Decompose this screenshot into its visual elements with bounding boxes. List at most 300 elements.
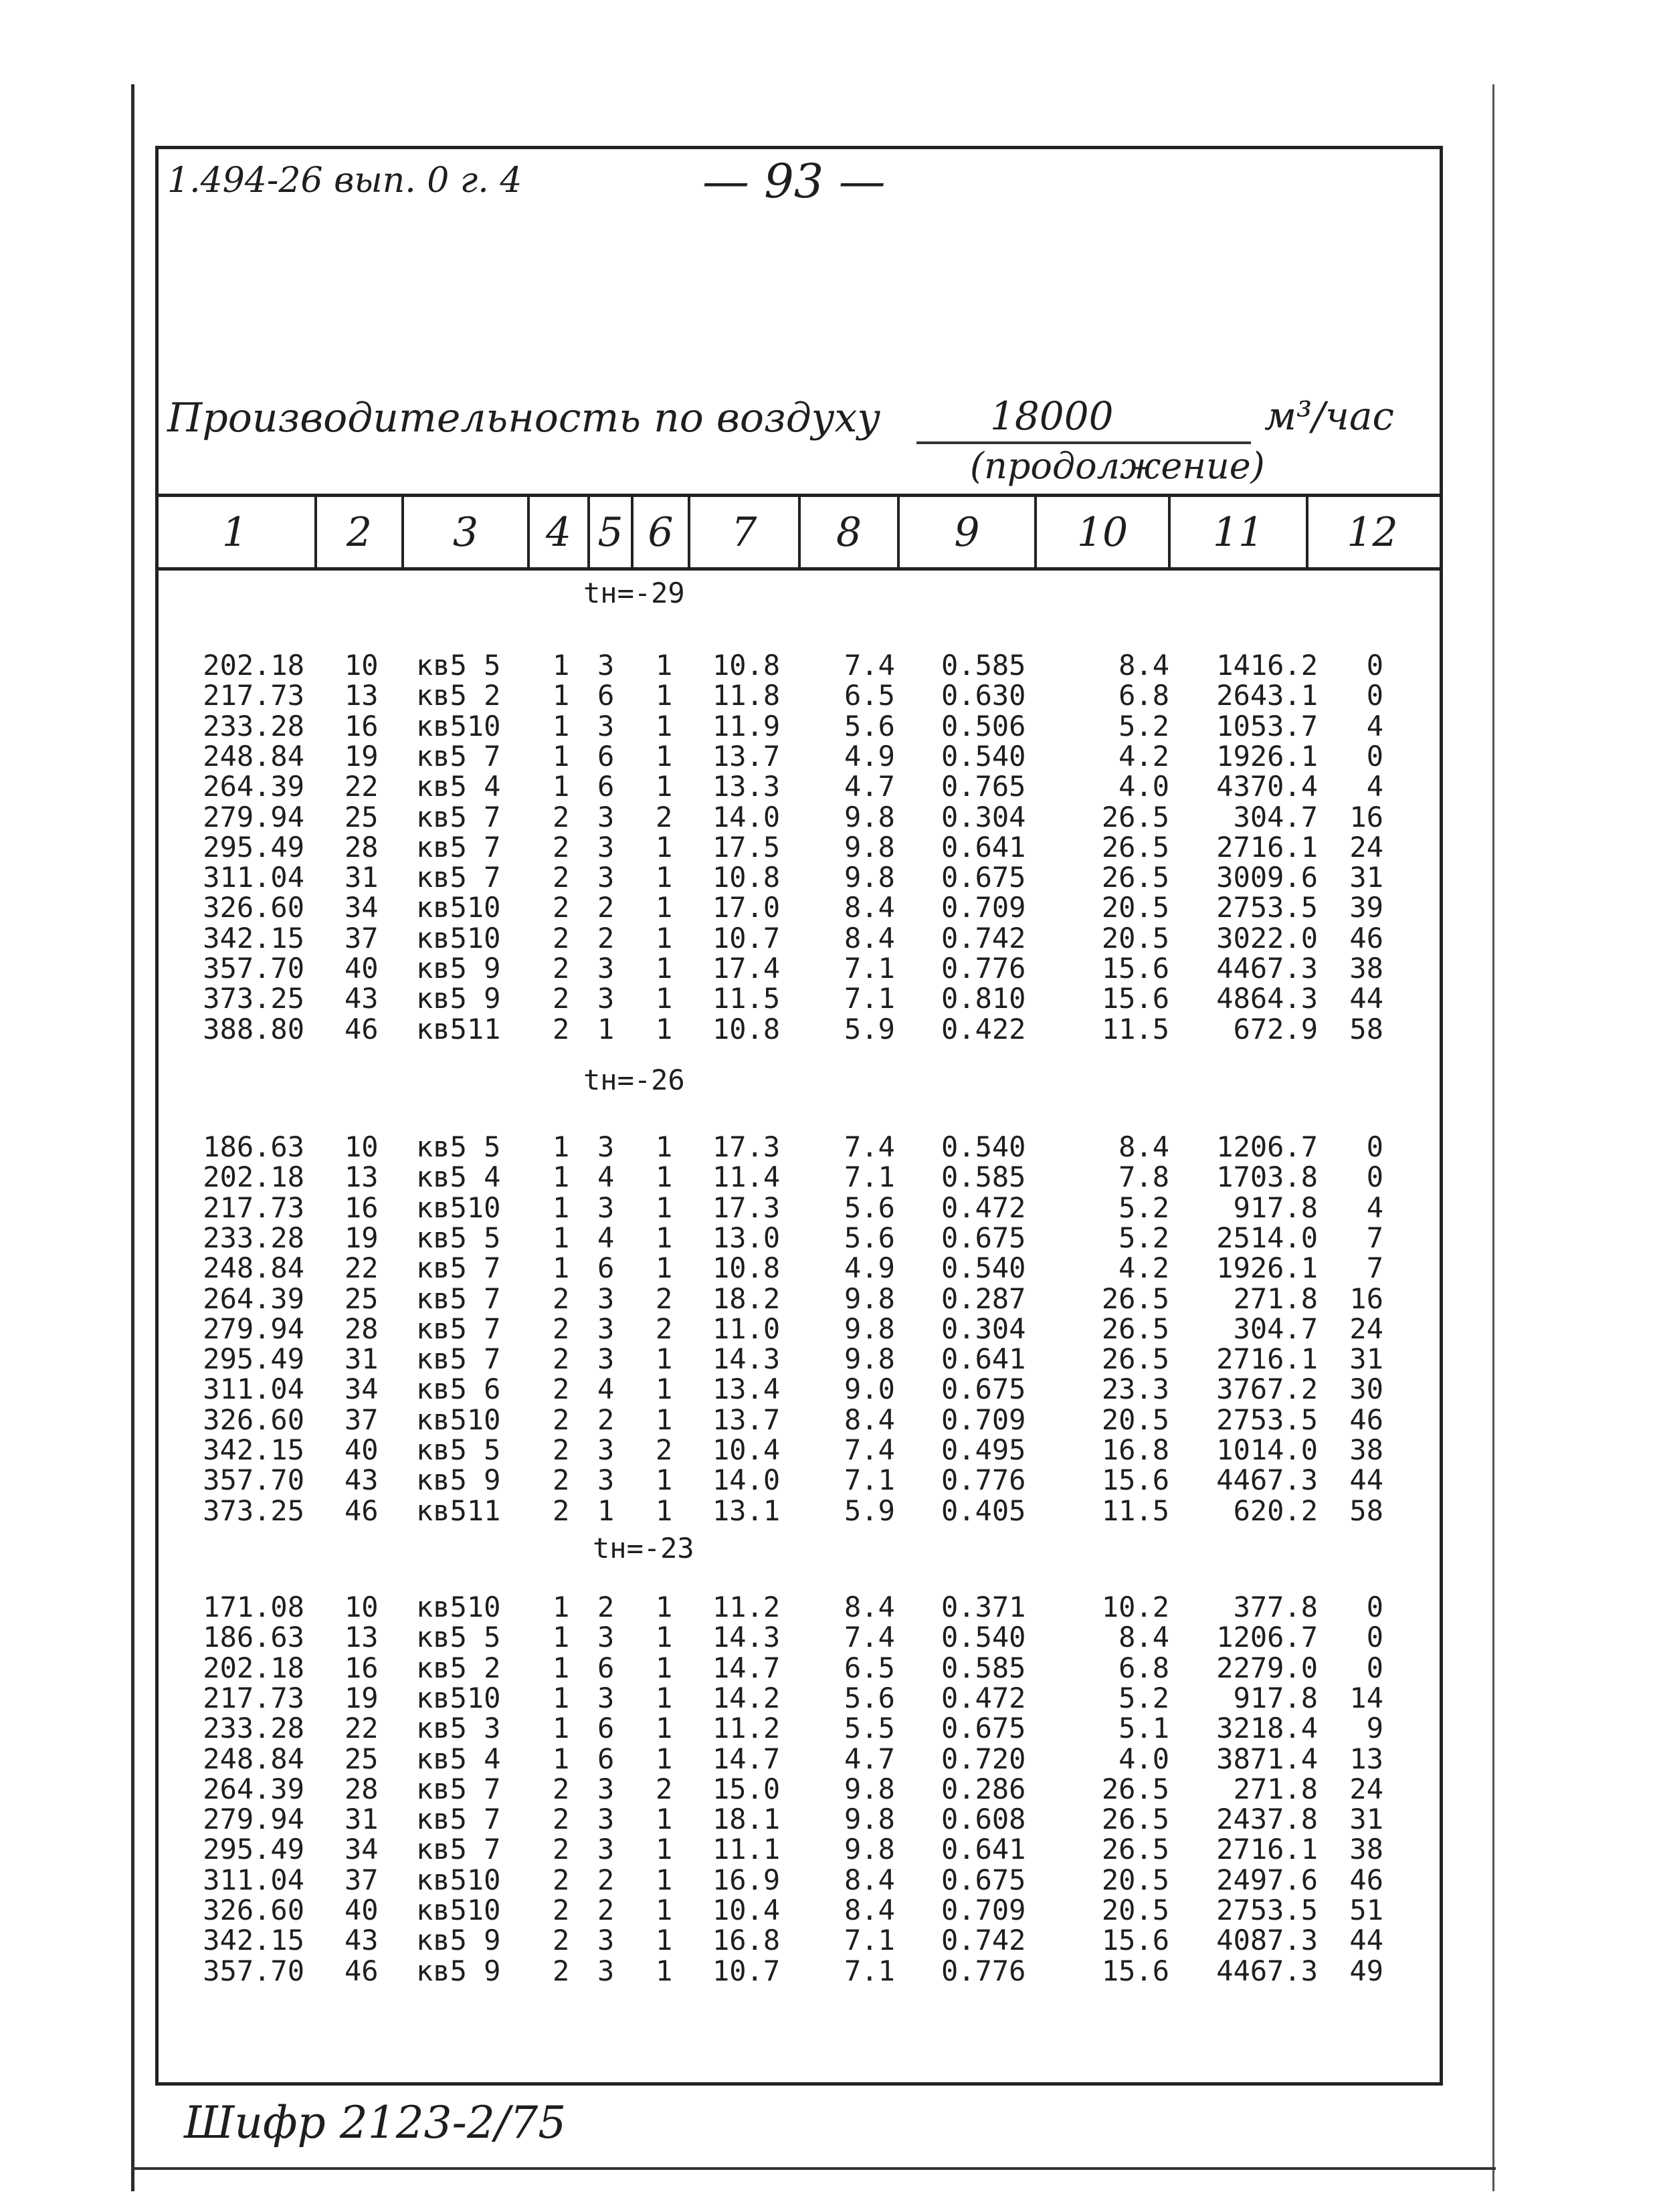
table-cell: 3	[597, 952, 615, 985]
table-cell: 9.8	[844, 1312, 895, 1345]
table-cell: 0.472	[941, 1681, 1026, 1714]
table-cell: 1	[656, 1464, 673, 1497]
table-cell: 1	[656, 1954, 673, 1987]
table-cell: кв510	[416, 1681, 501, 1714]
table-cell: 8.4	[1118, 1130, 1169, 1163]
table-cell: 11.5	[712, 982, 781, 1015]
table-cell: 28	[345, 1312, 379, 1345]
table-cell: 9.8	[844, 800, 895, 833]
table-cell: 1	[656, 649, 673, 682]
table-cell: 2	[553, 1342, 570, 1376]
table-cell: 7.1	[844, 982, 895, 1015]
table-cell: кв5 2	[416, 1651, 501, 1684]
table-cell: 1206.7	[1216, 1621, 1318, 1654]
table-cell: 20.5	[1101, 1863, 1169, 1896]
table-cell: 8.4	[844, 1863, 895, 1896]
table-cell: 11.9	[712, 709, 781, 742]
table-cell: 2	[553, 1833, 570, 1866]
column-header: 2	[314, 497, 401, 567]
table-cell: 5.6	[844, 709, 895, 742]
table-cell: 1	[656, 1130, 673, 1163]
table-cell: 5.6	[844, 1221, 895, 1254]
table-cell: 0.495	[941, 1433, 1026, 1466]
table-cell: 1	[656, 1191, 673, 1224]
table-cell: 5.2	[1118, 1221, 1169, 1254]
table-row	[0, 1591, 1659, 1623]
table-cell: 4.9	[844, 739, 895, 773]
page-number: — 93 —	[702, 154, 886, 209]
table-cell: 1	[656, 1742, 673, 1775]
table-cell: 0	[1366, 1621, 1383, 1654]
table-cell: 2279.0	[1216, 1651, 1318, 1684]
table-cell: 4467.3	[1216, 952, 1318, 985]
table-cell: 43	[345, 1464, 379, 1497]
table-cell: 10.8	[712, 1012, 781, 1045]
table-cell: кв5 5	[416, 649, 501, 682]
table-cell: 10.7	[712, 1954, 781, 1987]
table-cell: кв5 7	[416, 1282, 501, 1315]
table-cell: 40	[345, 952, 379, 985]
table-cell: 0.608	[941, 1803, 1026, 1836]
table-cell: 22	[345, 1251, 379, 1285]
table-cell: 2	[553, 1494, 570, 1527]
table-cell: 1	[656, 1833, 673, 1866]
table-row	[0, 1373, 1659, 1406]
table-cell: кв510	[416, 709, 501, 742]
table-cell: 3	[597, 1464, 615, 1497]
column-header-row	[155, 494, 1443, 571]
table-cell: 2	[553, 1924, 570, 1957]
table-cell: 1	[656, 982, 673, 1015]
table-cell: 1	[656, 1803, 673, 1836]
table-cell: 20.5	[1101, 891, 1169, 924]
table-cell: 2	[553, 1464, 570, 1497]
table-cell: 279.94	[203, 1803, 304, 1836]
table-cell: 17.4	[712, 952, 781, 985]
table-cell: 4	[597, 1373, 615, 1406]
table-cell: 1	[553, 1712, 570, 1745]
table-cell: 31	[1349, 861, 1383, 894]
table-cell: 0.540	[941, 1621, 1026, 1654]
table-cell: кв510	[416, 1894, 501, 1926]
table-cell: 44	[1349, 1924, 1383, 1957]
table-row	[0, 1494, 1659, 1527]
table-cell: 248.84	[203, 1251, 304, 1285]
table-cell: 31	[345, 1342, 379, 1376]
table-cell: 2753.5	[1216, 1894, 1318, 1926]
table-cell: 3	[597, 1312, 615, 1345]
table-cell: 1	[553, 1591, 570, 1623]
table-cell: 8.4	[844, 891, 895, 924]
table-cell: 17.3	[712, 1191, 781, 1224]
table-row	[0, 1312, 1659, 1345]
table-row	[0, 709, 1659, 742]
table-cell: 3218.4	[1216, 1712, 1318, 1745]
table-cell: кв5 9	[416, 1954, 501, 1987]
table-cell: 43	[345, 1924, 379, 1957]
table-cell: 2	[553, 1894, 570, 1926]
table-cell: кв5 7	[416, 1803, 501, 1836]
table-cell: кв511	[416, 1012, 501, 1045]
table-cell: 26.5	[1101, 1312, 1169, 1345]
table-cell: 3767.2	[1216, 1373, 1318, 1406]
column-header: 10	[1034, 497, 1168, 567]
table-cell: 1206.7	[1216, 1130, 1318, 1163]
table-cell: 186.63	[203, 1130, 304, 1163]
table-cell: 2	[553, 921, 570, 954]
table-cell: 1014.0	[1216, 1433, 1318, 1466]
table-cell: 39	[1349, 891, 1383, 924]
air-capacity-unit: м³/час	[1264, 393, 1395, 439]
table-cell: 38	[1349, 1833, 1383, 1866]
table-cell: 15.0	[712, 1772, 781, 1805]
table-row	[0, 1342, 1659, 1376]
table-cell: 37	[345, 1863, 379, 1896]
table-cell: кв510	[416, 1863, 501, 1896]
table-cell: 13.4	[712, 1373, 781, 1406]
table-cell: 46	[345, 1012, 379, 1045]
table-row	[0, 921, 1659, 954]
table-cell: 0.641	[941, 1342, 1026, 1376]
table-cell: 248.84	[203, 739, 304, 773]
column-header: 11	[1168, 497, 1306, 567]
table-cell: 7.1	[844, 1161, 895, 1194]
table-cell: 19	[345, 1221, 379, 1254]
table-cell: 2	[656, 1433, 673, 1466]
table-cell: 16	[1349, 1282, 1383, 1315]
table-cell: 4.7	[844, 1742, 895, 1775]
table-row	[0, 1130, 1659, 1163]
table-cell: 311.04	[203, 1863, 304, 1896]
table-cell: 1	[656, 1221, 673, 1254]
table-cell: 672.9	[1233, 1012, 1318, 1045]
table-cell: 26.5	[1101, 861, 1169, 894]
table-cell: 16	[1349, 800, 1383, 833]
table-cell: 6	[597, 679, 615, 712]
table-cell: 1703.8	[1216, 1161, 1318, 1194]
table-cell: 7.4	[844, 1621, 895, 1654]
table-cell: 202.18	[203, 1161, 304, 1194]
table-cell: 9.8	[844, 861, 895, 894]
table-cell: 1	[656, 1373, 673, 1406]
table-cell: 13.0	[712, 1221, 781, 1254]
table-cell: 620.2	[1233, 1494, 1318, 1527]
table-cell: 25	[345, 1742, 379, 1775]
table-cell: 9.8	[844, 1342, 895, 1376]
table-cell: 917.8	[1233, 1191, 1318, 1224]
table-cell: 4	[1366, 770, 1383, 803]
table-cell: 13	[345, 1621, 379, 1654]
table-row	[0, 800, 1659, 833]
table-cell: 6	[597, 1651, 615, 1684]
table-cell: 342.15	[203, 921, 304, 954]
table-cell: 4.2	[1118, 739, 1169, 773]
table-cell: 6	[597, 1712, 615, 1745]
table-cell: 19	[345, 1681, 379, 1714]
table-cell: 10	[345, 1130, 379, 1163]
table-cell: 14.7	[712, 1651, 781, 1684]
table-cell: 2753.5	[1216, 891, 1318, 924]
table-cell: 44	[1349, 982, 1383, 1015]
table-row	[0, 1681, 1659, 1714]
table-cell: кв5 7	[416, 1833, 501, 1866]
table-cell: 34	[345, 891, 379, 924]
table-cell: 24	[1349, 1312, 1383, 1345]
table-cell: 233.28	[203, 1712, 304, 1745]
table-row	[0, 1863, 1659, 1896]
column-header: 7	[688, 497, 798, 567]
table-cell: 28	[345, 1772, 379, 1805]
table-cell: 13	[1349, 1742, 1383, 1775]
table-cell: кв5 7	[416, 739, 501, 773]
table-row	[0, 1251, 1659, 1285]
table-cell: 34	[345, 1373, 379, 1406]
table-row	[0, 1924, 1659, 1957]
table-cell: 0	[1366, 1130, 1383, 1163]
table-cell: 13.1	[712, 1494, 781, 1527]
table-cell: 0.641	[941, 1833, 1026, 1866]
table-cell: 7	[1366, 1251, 1383, 1285]
table-cell: 4467.3	[1216, 1464, 1318, 1497]
table-cell: 3	[597, 1621, 615, 1654]
table-cell: 17.0	[712, 891, 781, 924]
table-cell: 342.15	[203, 1433, 304, 1466]
table-row	[0, 1803, 1659, 1836]
table-cell: 1	[656, 921, 673, 954]
table-cell: 8.4	[1118, 649, 1169, 682]
table-cell: 14.0	[712, 1464, 781, 1497]
table-cell: 0	[1366, 739, 1383, 773]
table-cell: 49	[1349, 1954, 1383, 1987]
table-cell: 14.0	[712, 800, 781, 833]
table-cell: 0	[1366, 1591, 1383, 1623]
table-cell: кв510	[416, 1591, 501, 1623]
table-cell: 2	[553, 1012, 570, 1045]
table-cell: 3	[597, 1803, 615, 1836]
table-cell: 0.776	[941, 1464, 1026, 1497]
table-cell: 2	[553, 1954, 570, 1987]
table-cell: 0.675	[941, 1863, 1026, 1896]
table-cell: кв5 9	[416, 1924, 501, 1957]
table-cell: 1	[656, 891, 673, 924]
table-row	[0, 1464, 1659, 1497]
table-cell: кв510	[416, 921, 501, 954]
table-cell: 271.8	[1233, 1772, 1318, 1805]
table-cell: 6	[597, 739, 615, 773]
table-cell: 20.5	[1101, 1403, 1169, 1436]
table-cell: кв5 5	[416, 1621, 501, 1654]
table-cell: 10	[345, 1591, 379, 1623]
table-cell: кв5 7	[416, 830, 501, 864]
table-cell: 1	[553, 770, 570, 803]
table-cell: 1	[553, 1191, 570, 1224]
table-cell: 13	[345, 1161, 379, 1194]
table-cell: 5.6	[844, 1681, 895, 1714]
table-cell: 6	[597, 1742, 615, 1775]
table-cell: 37	[345, 1403, 379, 1436]
table-cell: 4	[597, 1161, 615, 1194]
table-cell: 0.304	[941, 1312, 1026, 1345]
table-cell: 2	[597, 1863, 615, 1896]
table-cell: 2514.0	[1216, 1221, 1318, 1254]
table-cell: 1	[553, 649, 570, 682]
table-cell: 0.405	[941, 1494, 1026, 1527]
table-cell: 2	[553, 1312, 570, 1345]
table-cell: 2497.6	[1216, 1863, 1318, 1896]
table-cell: 0.585	[941, 649, 1026, 682]
table-cell: кв5 2	[416, 679, 501, 712]
table-cell: кв5 5	[416, 1130, 501, 1163]
table-cell: кв5 6	[416, 1373, 501, 1406]
table-cell: 0.709	[941, 891, 1026, 924]
table-cell: 0.585	[941, 1161, 1026, 1194]
table-cell: кв5 7	[416, 1342, 501, 1376]
table-cell: кв510	[416, 891, 501, 924]
column-header: 8	[798, 497, 897, 567]
table-cell: 171.08	[203, 1591, 304, 1623]
table-cell: 0.287	[941, 1282, 1026, 1315]
table-cell: 3	[597, 830, 615, 864]
table-cell: 0.776	[941, 952, 1026, 985]
table-cell: 4.0	[1118, 770, 1169, 803]
table-cell: 5.9	[844, 1012, 895, 1045]
table-cell: 51	[1349, 1894, 1383, 1926]
table-cell: 8.4	[1118, 1621, 1169, 1654]
table-cell: 43	[345, 982, 379, 1015]
table-cell: кв5 7	[416, 1772, 501, 1805]
table-row	[0, 1742, 1659, 1775]
table-cell: 14.3	[712, 1342, 781, 1376]
table-cell: кв5 9	[416, 982, 501, 1015]
table-cell: 10.7	[712, 921, 781, 954]
table-cell: 0.472	[941, 1191, 1026, 1224]
table-cell: 4	[597, 1221, 615, 1254]
table-cell: 13.3	[712, 770, 781, 803]
table-cell: 326.60	[203, 1894, 304, 1926]
table-cell: 233.28	[203, 1221, 304, 1254]
table-row	[0, 1403, 1659, 1436]
table-cell: 2	[553, 1282, 570, 1315]
table-cell: 0.720	[941, 1742, 1026, 1775]
table-cell: 0.641	[941, 830, 1026, 864]
table-cell: 25	[345, 1282, 379, 1315]
table-cell: 46	[1349, 921, 1383, 954]
table-cell: кв5 4	[416, 1742, 501, 1775]
table-cell: 0.709	[941, 1403, 1026, 1436]
table-cell: 16.8	[1101, 1433, 1169, 1466]
table-cell: 15.6	[1101, 1924, 1169, 1957]
table-cell: 8.4	[844, 1894, 895, 1926]
table-cell: 16	[345, 1651, 379, 1684]
table-cell: 2	[553, 830, 570, 864]
table-cell: 11.4	[712, 1161, 781, 1194]
table-cell: 24	[1349, 1772, 1383, 1805]
table-cell: 4.2	[1118, 1251, 1169, 1285]
group-label: tн=-26	[583, 1064, 685, 1096]
table-cell: 1	[553, 1251, 570, 1285]
table-cell: 3	[597, 861, 615, 894]
table-cell: 0.675	[941, 861, 1026, 894]
table-cell: 10.8	[712, 861, 781, 894]
table-cell: 22	[345, 1712, 379, 1745]
table-cell: 6.8	[1118, 1651, 1169, 1684]
table-cell: 5.2	[1118, 1191, 1169, 1224]
table-cell: 15.6	[1101, 952, 1169, 985]
table-cell: 28	[345, 830, 379, 864]
table-cell: 2716.1	[1216, 830, 1318, 864]
table-row	[0, 830, 1659, 864]
table-cell: кв5 7	[416, 1251, 501, 1285]
table-cell: 26.5	[1101, 1342, 1169, 1376]
table-cell: 1	[553, 1681, 570, 1714]
air-capacity-title: Производительность по воздуху	[167, 395, 881, 441]
table-row	[0, 1191, 1659, 1224]
table-cell: 248.84	[203, 1742, 304, 1775]
table-cell: 1053.7	[1216, 709, 1318, 742]
table-cell: 3871.4	[1216, 1742, 1318, 1775]
table-row	[0, 679, 1659, 712]
table-cell: 7.4	[844, 1433, 895, 1466]
table-cell: кв510	[416, 1403, 501, 1436]
table-cell: 202.18	[203, 1651, 304, 1684]
table-cell: 3	[597, 800, 615, 833]
table-cell: 0.776	[941, 1954, 1026, 1987]
table-cell: 38	[1349, 952, 1383, 985]
column-header: 3	[401, 497, 527, 567]
table-cell: 25	[345, 800, 379, 833]
table-cell: 46	[345, 1954, 379, 1987]
table-cell: 3009.6	[1216, 861, 1318, 894]
table-cell: 295.49	[203, 830, 304, 864]
table-row	[0, 770, 1659, 803]
column-header: 1	[221, 508, 248, 556]
table-cell: 3	[597, 709, 615, 742]
table-cell: 46	[1349, 1863, 1383, 1896]
table-cell: 26.5	[1101, 1772, 1169, 1805]
table-cell: 5.6	[844, 1191, 895, 1224]
table-cell: 8.4	[844, 1591, 895, 1623]
table-cell: кв5 4	[416, 1161, 501, 1194]
table-cell: 24	[1349, 830, 1383, 864]
table-row	[0, 1433, 1659, 1466]
table-cell: 1926.1	[1216, 1251, 1318, 1285]
table-cell: 15.6	[1101, 1954, 1169, 1987]
table-cell: кв5 4	[416, 770, 501, 803]
table-cell: 14	[1349, 1681, 1383, 1714]
table-cell: 1	[656, 1591, 673, 1623]
table-cell: 2	[597, 1894, 615, 1926]
table-cell: 4.9	[844, 1251, 895, 1285]
table-cell: 3	[597, 982, 615, 1015]
table-cell: 7	[1366, 1221, 1383, 1254]
table-cell: 0.675	[941, 1373, 1026, 1406]
table-cell: 1	[553, 1161, 570, 1194]
table-cell: 8.4	[844, 1403, 895, 1436]
table-cell: 1	[656, 830, 673, 864]
table-cell: 34	[345, 1833, 379, 1866]
table-cell: 3	[597, 649, 615, 682]
table-cell: 373.25	[203, 1494, 304, 1527]
table-cell: 6	[597, 770, 615, 803]
table-cell: 357.70	[203, 952, 304, 985]
table-cell: 2	[553, 1863, 570, 1896]
table-cell: 3	[597, 1342, 615, 1376]
table-row	[0, 739, 1659, 773]
table-cell: 11.5	[1101, 1494, 1169, 1527]
table-cell: 5.2	[1118, 1681, 1169, 1714]
table-cell: 1	[656, 1161, 673, 1194]
table-cell: 9.8	[844, 1282, 895, 1315]
